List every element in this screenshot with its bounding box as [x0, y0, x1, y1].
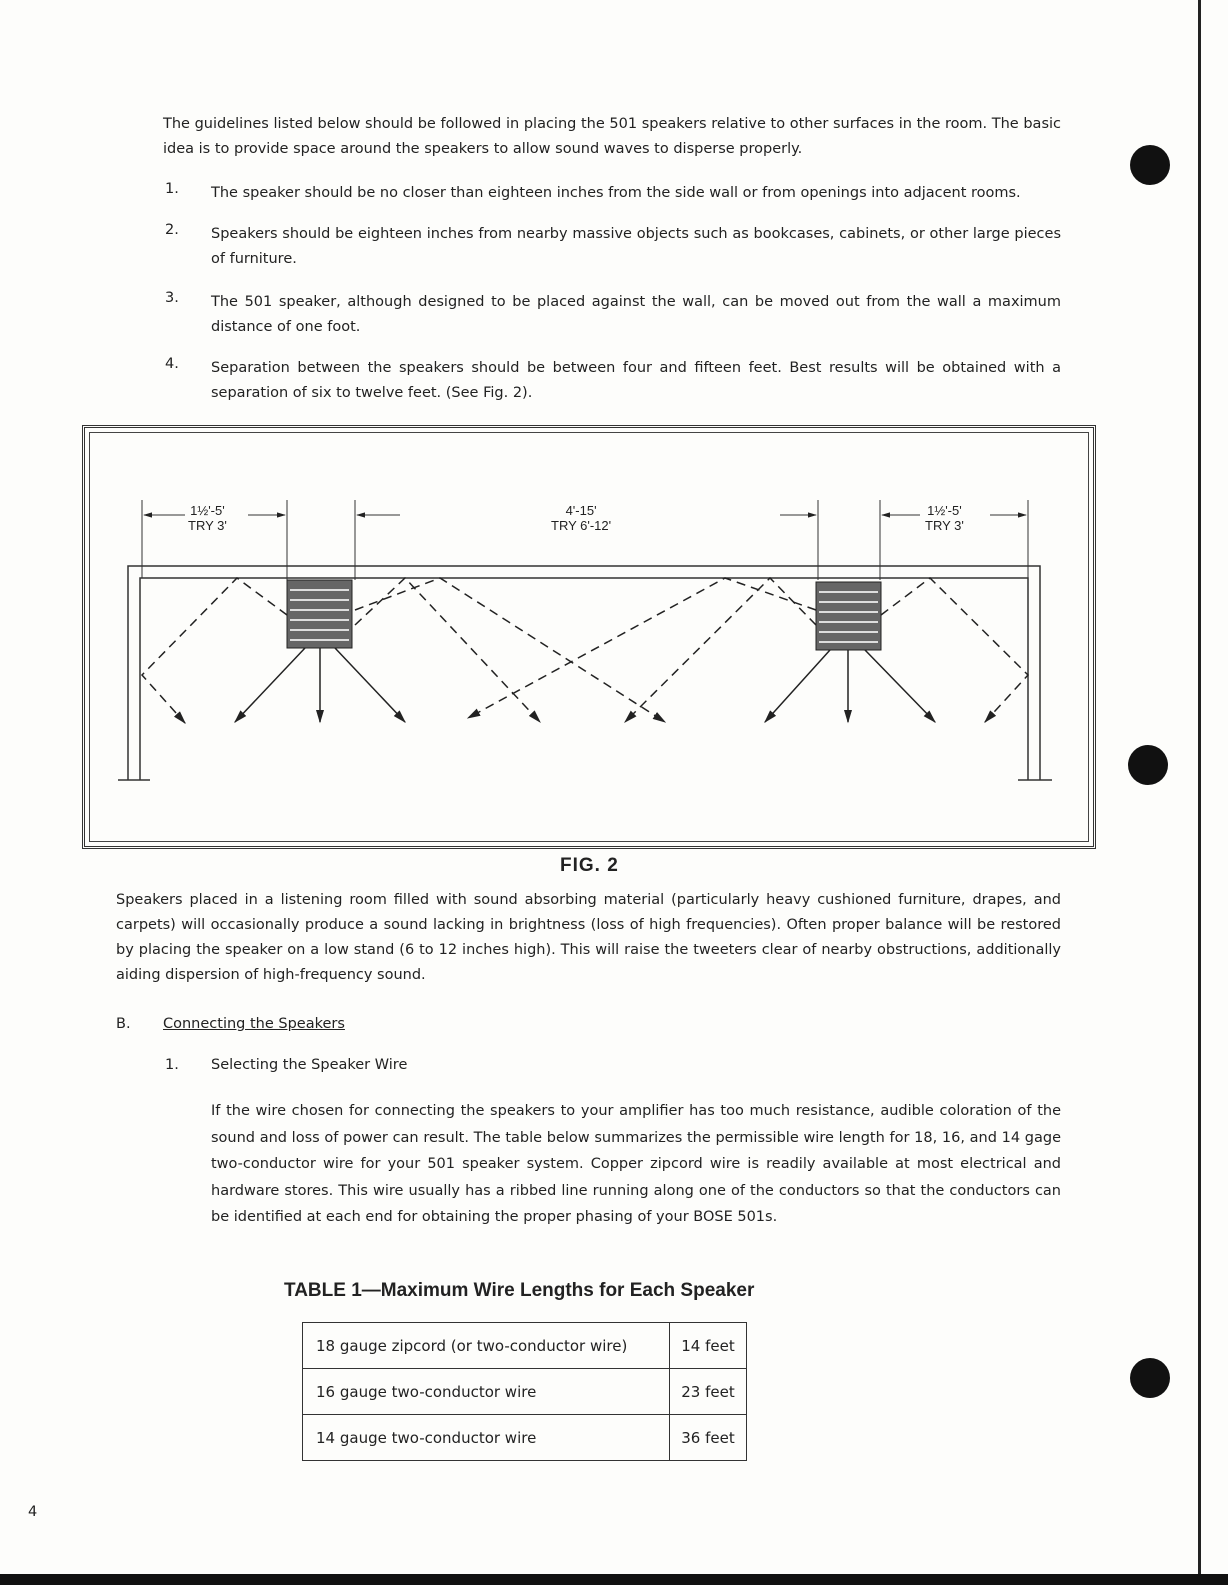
dimension-range: 1½'-5': [927, 503, 962, 518]
section-letter: B.: [116, 1016, 131, 1032]
wire-paragraph: If the wire chosen for connecting the speakers to your amplifier has too much resistance, audible coloration of the sound and loss of power can result. The table below summarizes the permissible wire length for 18, 16, and 14 gage two-conductor wire for your 501 speaker system. Copper zipcord wire is readily available at most electrical and hardware stores. This wire usually has a ribbed line running along one of the conductors so that the conductors can be identified at each end for obtaining the proper phasing of your BOSE 501s.: [211, 1103, 1061, 1225]
intro-paragraph: The guidelines listed below should be followed in placing the 501 speakers relative to other surfaces in the room. The basic idea is to provide space around the speakers to allow sound waves to disperse properly.: [163, 116, 1061, 157]
guideline-text: Separation between the speakers should be between four and fifteen feet. Best results will be obtained with a separation of six to twelve feet. (See Fig. 2).: [211, 360, 1061, 401]
dimension-recommendation: TRY 6'-12': [551, 518, 612, 533]
speaker-right: [816, 582, 881, 650]
length-cell: 36 feet: [670, 1415, 747, 1461]
length-cell: 14 feet: [670, 1323, 747, 1369]
subsection-number: 1.: [165, 1057, 179, 1073]
wire-length-table: [302, 1322, 747, 1461]
right-dimension-label: [922, 503, 967, 533]
wire-type-cell: 16 gauge two-conductor wire: [303, 1369, 670, 1415]
table-title: TABLE 1—Maximum Wire Lengths for Each Speaker: [284, 1280, 755, 1301]
center-dimension-label: [548, 503, 614, 533]
scan-edge: [0, 1574, 1228, 1585]
stand-paragraph: Speakers placed in a listening room filled with sound absorbing material (particularly heavy cushioned furniture, drapes, and carpets) will occasionally produce a sound lacking in brightness (loss of high frequencies). Often proper balance will be restored by placing the speaker on a low stand (6 to 12 inches high). This will raise the tweeters clear of nearby obstructions, additionally aiding dispersion of high-frequency sound.: [116, 892, 1061, 983]
left-dimension-label: [185, 503, 230, 533]
dimension-recommendation: TRY 3': [925, 518, 964, 533]
dimension-range: 1½'-5': [190, 503, 225, 518]
table-row: [303, 1415, 747, 1461]
room-walls: [118, 566, 1052, 780]
dimension-range: 4'-15': [565, 503, 597, 518]
table-row: [303, 1369, 747, 1415]
figure-caption: FIG. 2: [560, 855, 619, 876]
guideline-number: 3.: [165, 290, 179, 306]
subsection-heading: Selecting the Speaker Wire: [211, 1057, 408, 1073]
wire-type-cell: 14 gauge two-conductor wire: [303, 1415, 670, 1461]
page-number: 4: [28, 1504, 38, 1520]
guideline-text: The speaker should be no closer than eighteen inches from the side wall or from openings into adjacent rooms.: [211, 185, 1021, 201]
guideline-number: 1.: [165, 181, 179, 197]
guideline-text: The 501 speaker, although designed to be placed against the wall, can be moved out from the wall a maximum distance of one foot.: [211, 294, 1061, 335]
guideline-text: Speakers should be eighteen inches from nearby massive objects such as bookcases, cabinets, or other large pieces of furniture.: [211, 226, 1061, 267]
dimension-recommendation: TRY 3': [188, 518, 227, 533]
section-heading: Connecting the Speakers: [163, 1016, 345, 1032]
sound-paths: [142, 578, 1028, 723]
guideline-number: 2.: [165, 222, 179, 238]
length-cell: 23 feet: [670, 1369, 747, 1415]
punch-hole: [1130, 1358, 1170, 1398]
table-row: [303, 1323, 747, 1369]
speaker-left: [287, 580, 352, 648]
wire-type-cell: 18 gauge zipcord (or two-conductor wire): [303, 1323, 670, 1369]
guideline-number: 4.: [165, 356, 179, 372]
